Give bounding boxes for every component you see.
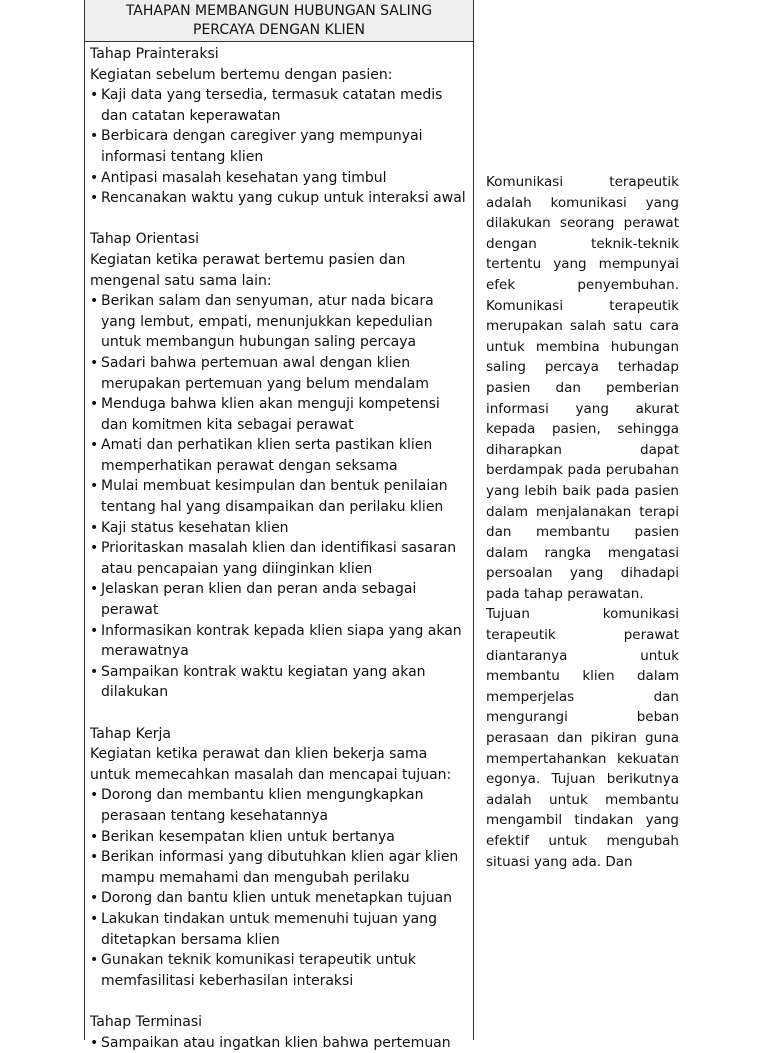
side-paragraph: Tujuan komunikasi terapeutik perawat diantaranya untuk membantu klien dalam memperjelas dan mengurangi beban perasaan dan pikiran guna mempertahankan kekuatan egonya. Tujuan berikutnya adalah untuk membantu mengambil tindakan yang efektif untuk mengubah situasi yang ada. Dan xyxy=(486,604,679,872)
bullet-item xyxy=(90,476,469,517)
bullet-dot: • xyxy=(90,518,98,539)
stage-title: Tahap Orientasi xyxy=(90,229,469,250)
stage-bullet-list xyxy=(90,785,469,991)
stage-section xyxy=(90,1012,469,1053)
bullet-dot: • xyxy=(90,85,98,106)
bullet-text: Berikan informasi yang dibutuhkan klien agar klien mampu memahami dan mengubah perilaku xyxy=(101,849,458,886)
bullet-text: Kaji status kesehatan klien xyxy=(101,520,289,536)
bullet-item xyxy=(90,621,469,662)
stage-bullet-list xyxy=(90,85,469,209)
bullet-item xyxy=(90,538,469,579)
bullet-dot: • xyxy=(90,126,98,147)
table-title-line-1: TAHAPAN MEMBANGUN HUBUNGAN SALING xyxy=(85,2,473,21)
bullet-dot: • xyxy=(90,291,98,312)
bullet-dot: • xyxy=(90,909,98,930)
bullet-item xyxy=(90,827,469,848)
bullet-item xyxy=(90,785,469,826)
bullet-dot: • xyxy=(90,168,98,189)
stage-title: Tahap Terminasi xyxy=(90,1012,469,1033)
table-title-line-2: PERCAYA DENGAN KLIEN xyxy=(85,21,473,40)
bullet-text: Gunakan teknik komunikasi terapeutik untuk memfasilitasi keberhasilan interaksi xyxy=(101,952,416,989)
bullet-dot: • xyxy=(90,579,98,600)
bullet-item xyxy=(90,1033,469,1053)
bullet-text: Jelaskan peran klien dan peran anda sebagai perawat xyxy=(101,581,416,618)
table-body xyxy=(85,42,473,1053)
stage-intro: Kegiatan ketika perawat bertemu pasien dan mengenal satu sama lain: xyxy=(90,250,469,291)
bullet-item xyxy=(90,126,469,167)
bullet-item xyxy=(90,909,469,950)
side-column-text xyxy=(486,172,679,872)
stages-table xyxy=(84,0,474,1040)
bullet-dot: • xyxy=(90,353,98,374)
bullet-text: Informasikan kontrak kepada klien siapa yang akan merawatnya xyxy=(101,623,462,660)
bullet-item xyxy=(90,188,469,209)
stage-section xyxy=(90,229,469,703)
bullet-dot: • xyxy=(90,662,98,683)
stage-section xyxy=(90,724,469,992)
table-header xyxy=(85,0,473,42)
side-paragraph: Komunikasi terapeutik adalah komunikasi yang dilakukan seorang perawat dengan teknik-teknik tertentu yang mempunyai efek penyembuhan. Komunikasi terapeutik merupakan salah satu cara untuk membina hubungan saling percaya terhadap pasien dan pemberian informasi yang akurat kepada pasien, sehingga diharapkan dapat berdampak pada perubahan yang lebih baik pada pasien dalam menjalanakan terapi dan membantu pasien dalam rangka mengatasi persoalan yang dihadapi pada tahap perawatan. xyxy=(486,172,679,604)
bullet-item xyxy=(90,847,469,888)
bullet-dot: • xyxy=(90,188,98,209)
bullet-text: Rencanakan waktu yang cukup untuk interaksi awal xyxy=(101,190,466,206)
bullet-item xyxy=(90,394,469,435)
stage-title: Tahap Kerja xyxy=(90,724,469,745)
bullet-dot: • xyxy=(90,476,98,497)
bullet-dot: • xyxy=(90,621,98,642)
bullet-dot: • xyxy=(90,950,98,971)
bullet-dot: • xyxy=(90,785,98,806)
bullet-text: Berbicara dengan caregiver yang mempunyai informasi tentang klien xyxy=(101,128,423,165)
stage-intro: Kegiatan ketika perawat dan klien bekerja sama untuk memecahkan masalah dan mencapai tujuan: xyxy=(90,744,469,785)
bullet-text: Sampaikan atau ingatkan klien bahwa pertemuan xyxy=(101,1035,451,1051)
bullet-text: Berikan kesempatan klien untuk bertanya xyxy=(101,829,395,845)
bullet-item xyxy=(90,435,469,476)
bullet-item xyxy=(90,85,469,126)
stage-title: Tahap Prainteraksi xyxy=(90,44,469,65)
bullet-dot: • xyxy=(90,827,98,848)
bullet-text: Prioritaskan masalah klien dan identifikasi sasaran atau pencapaian yang diinginkan klien xyxy=(101,540,456,577)
bullet-dot: • xyxy=(90,888,98,909)
bullet-item xyxy=(90,168,469,189)
bullet-text: Dorong dan membantu klien mengungkapkan perasaan tentang kesehatannya xyxy=(101,787,424,824)
bullet-dot: • xyxy=(90,538,98,559)
stage-section xyxy=(90,44,469,209)
bullet-text: Mulai membuat kesimpulan dan bentuk penilaian tentang hal yang disampaikan dan perilaku klien xyxy=(101,478,448,515)
bullet-text: Menduga bahwa klien akan menguji kompetensi dan komitmen kita sebagai perawat xyxy=(101,396,440,433)
bullet-dot: • xyxy=(90,435,98,456)
bullet-item xyxy=(90,950,469,991)
bullet-item xyxy=(90,662,469,703)
bullet-text: Sampaikan kontrak waktu kegiatan yang akan dilakukan xyxy=(101,664,426,701)
stage-intro: Kegiatan sebelum bertemu dengan pasien: xyxy=(90,65,469,86)
bullet-dot: • xyxy=(90,394,98,415)
bullet-text: Kaji data yang tersedia, termasuk catatan medis dan catatan keperawatan xyxy=(101,87,442,124)
bullet-dot: • xyxy=(90,1033,98,1053)
bullet-item xyxy=(90,888,469,909)
stage-bullet-list xyxy=(90,291,469,703)
bullet-text: Sadari bahwa pertemuan awal dengan klien merupakan pertemuan yang belum mendalam xyxy=(101,355,429,392)
bullet-dot: • xyxy=(90,847,98,868)
bullet-item xyxy=(90,518,469,539)
bullet-item xyxy=(90,291,469,353)
bullet-text: Dorong dan bantu klien untuk menetapkan tujuan xyxy=(101,890,452,906)
bullet-text: Lakukan tindakan untuk memenuhi tujuan yang ditetapkan bersama klien xyxy=(101,911,437,948)
bullet-text: Antipasi masalah kesehatan yang timbul xyxy=(101,170,387,186)
bullet-item xyxy=(90,579,469,620)
bullet-text: Amati dan perhatikan klien serta pastikan klien memperhatikan perawat dengan seksama xyxy=(101,437,432,474)
bullet-text: Berikan salam dan senyuman, atur nada bicara yang lembut, empati, menunjukkan kepedulian untuk membangun hubungan saling percaya xyxy=(101,293,434,350)
bullet-item xyxy=(90,353,469,394)
stage-bullet-list xyxy=(90,1033,469,1053)
